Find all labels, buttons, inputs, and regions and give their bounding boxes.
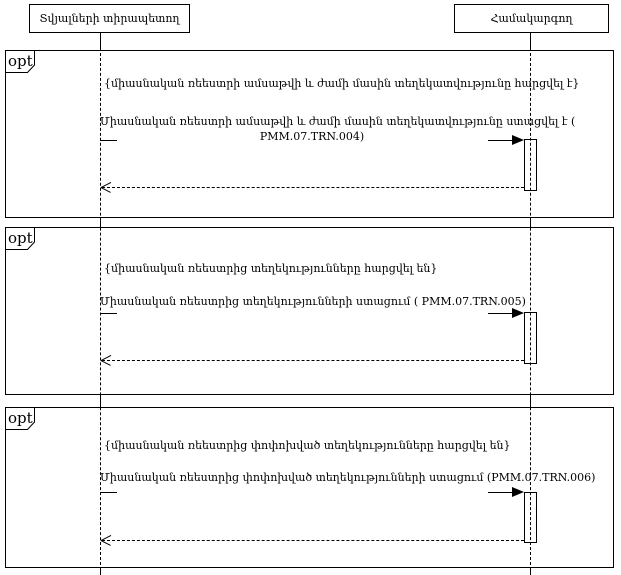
activation-bar-1 bbox=[524, 139, 537, 191]
message-label-1-line-2: PMM.07.TRN.004) bbox=[259, 130, 365, 143]
lifeline-segment bbox=[100, 395, 101, 407]
activation-bar-3 bbox=[524, 492, 537, 543]
sync-arrowhead-icon-2 bbox=[512, 308, 524, 318]
lifeline-segment bbox=[100, 33, 101, 50]
opt-operator-label-2: opt bbox=[8, 229, 33, 247]
return-message-line-1 bbox=[102, 187, 524, 188]
actor-label-coordinator: Համակարգող bbox=[490, 12, 573, 25]
sync-message-line-2 bbox=[488, 313, 513, 314]
message-label-1 bbox=[100, 114, 576, 144]
opt-operator-label-1: opt bbox=[8, 52, 33, 70]
opt-operator-tab-2 bbox=[5, 227, 36, 251]
opt-operator-label-3: opt bbox=[8, 409, 33, 427]
actor-box-coordinator bbox=[454, 4, 609, 33]
opt-operator-tab-3 bbox=[5, 407, 36, 431]
return-message-line-3 bbox=[102, 540, 524, 541]
guard-condition-3: {միասնական ռեեստրից փոփոխված տեղեկությունները հարցվել են} bbox=[104, 439, 511, 452]
sync-message-line-3 bbox=[488, 492, 513, 493]
guard-condition-2: {միասնական ռեեստրից տեղեկությունները հարցվել են} bbox=[104, 262, 438, 275]
actor-label-data-owner: Տվյալների տիրապետող bbox=[39, 12, 180, 25]
opt-operator-tab-1 bbox=[5, 50, 36, 74]
lifeline-segment bbox=[100, 218, 101, 227]
sync-message-stub-3 bbox=[100, 492, 117, 493]
sync-message-stub-2 bbox=[100, 313, 117, 314]
lifeline-segment bbox=[530, 33, 531, 50]
actor-box-data-owner bbox=[29, 4, 190, 33]
lifeline-segment bbox=[530, 568, 531, 575]
activation-bar-2 bbox=[524, 312, 537, 364]
message-label-3: Միասնական ռեեստրից փոփոխված տեղեկությունների ստացում (PMM.07.TRN.006) bbox=[100, 471, 596, 484]
lifeline-segment bbox=[100, 568, 101, 575]
lifeline-segment bbox=[530, 395, 531, 407]
message-label-2: Միասնական ռեեստրից տեղեկությունների ստացում ( PMM.07.TRN.005) bbox=[100, 295, 526, 308]
guard-condition-1: {միասնական ռեեստրի ամսաթվի և ժամի մասին տեղեկատվությունը հարցվել է} bbox=[104, 77, 580, 90]
return-message-line-2 bbox=[102, 360, 524, 361]
lifeline-segment bbox=[530, 218, 531, 227]
sync-arrowhead-icon-3 bbox=[512, 487, 524, 497]
message-label-1-line-1: Միասնական ռեեստրի ամսաթվի և ժամի մասին տեղեկատվությունը ստացվել է ( bbox=[100, 115, 576, 128]
